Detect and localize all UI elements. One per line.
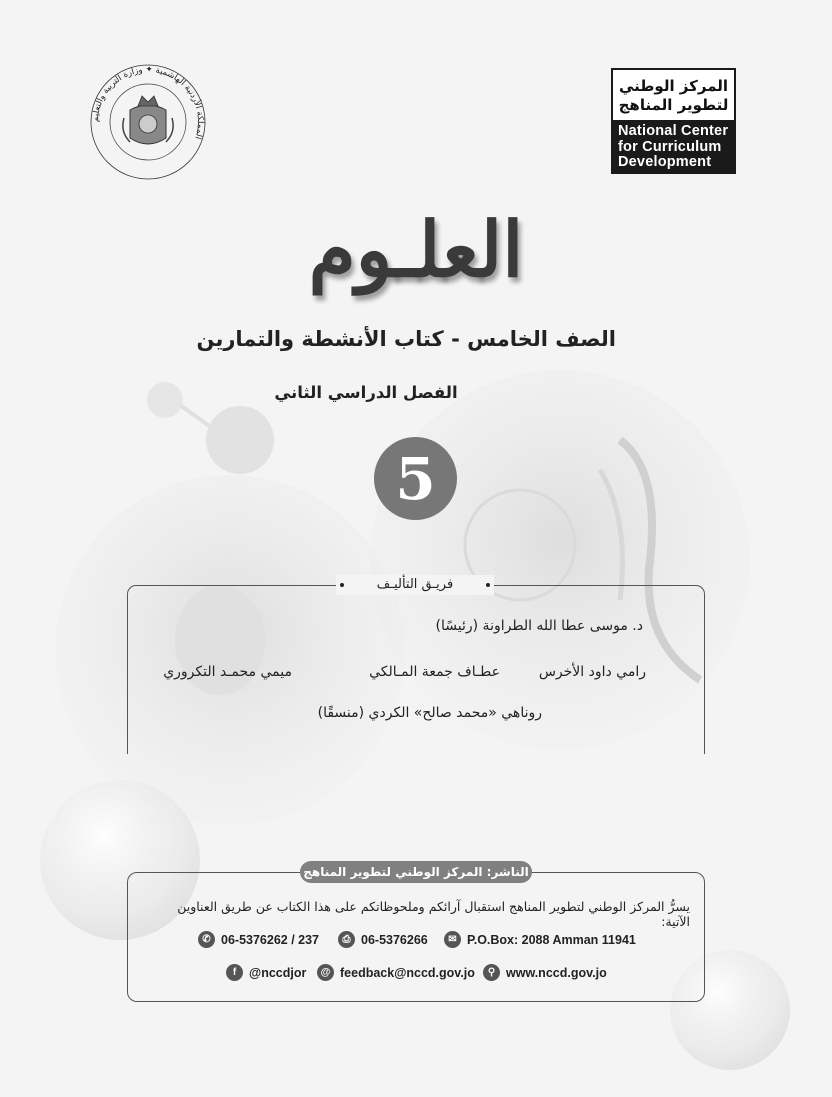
book-title: العلـوم [308, 205, 524, 294]
author-member: عطـاف جمعة المـالكي [369, 664, 500, 680]
author-member: ميمي محمـد التكروري [163, 664, 292, 680]
logo-arabic-line1: المركز الوطني [618, 77, 729, 95]
author-head: د. موسى عطا الله الطراونة (رئيسًا) [435, 618, 643, 634]
book-subtitle: الصف الخامس - كتاب الأنشطة والتمارين [196, 327, 616, 351]
publisher-label: الناشر: المركز الوطني لتطوير المناهج [300, 861, 532, 883]
envelope-icon: ✉ [444, 931, 461, 948]
fax-text: 06-5376266 [361, 932, 428, 947]
email-link[interactable]: feedback@nccd.gov.jo [340, 965, 475, 980]
heading-dot-left [340, 583, 344, 587]
at-icon: @ [317, 964, 334, 981]
heading-dot-right [486, 583, 490, 587]
social-handle[interactable]: @nccdjor [249, 965, 307, 980]
contact-email[interactable] [317, 964, 475, 981]
authors-heading: فريـق التأليـف [336, 575, 494, 595]
contact-social[interactable] [226, 964, 306, 981]
bubble-molecule-1 [206, 406, 274, 474]
logo-english-line3: Development [618, 154, 712, 170]
logo-english-line1: National Center [618, 123, 729, 139]
semester-label: الفصل الدراسي الثاني [274, 383, 458, 402]
contact-phone [198, 931, 319, 948]
phone-text: 06-5376262 / 237 [221, 932, 320, 947]
grade-number-badge: 5 [374, 437, 457, 520]
ministry-emblem [86, 60, 210, 184]
contact-pobox [444, 931, 636, 948]
contact-website[interactable] [483, 964, 607, 981]
author-member: رامي داود الأخرس [538, 664, 646, 680]
logo-english-line2: for Curriculum [618, 138, 722, 155]
nccd-logo [611, 68, 736, 174]
phone-icon: ✆ [198, 931, 215, 948]
link-icon: ⚲ [483, 964, 500, 981]
publisher-welcome-text: يسرُّ المركز الوطني لتطوير المناهج استقبال آرائكم وملحوظاتكم على هذا الكتاب عن طريق العناوين الآتية: [177, 899, 690, 929]
bubble-molecule-2 [147, 382, 183, 418]
contact-fax [338, 931, 428, 948]
pobox-text: P.O.Box: 2088 Amman 11941 [467, 932, 636, 947]
author-coordinator: روناهي «محمد صالح» الكردي (منسقًا) [317, 705, 542, 721]
emblem-ring-text: المملكة الأردنية الهاشمية ✦ وزارة التربية والتعليم [90, 64, 206, 141]
logo-arabic-line2: لتطوير المناهج [618, 96, 729, 114]
facebook-icon: f [226, 964, 243, 981]
website-link[interactable]: www.nccd.gov.jo [506, 965, 607, 980]
fax-icon: ⎙ [338, 931, 355, 948]
